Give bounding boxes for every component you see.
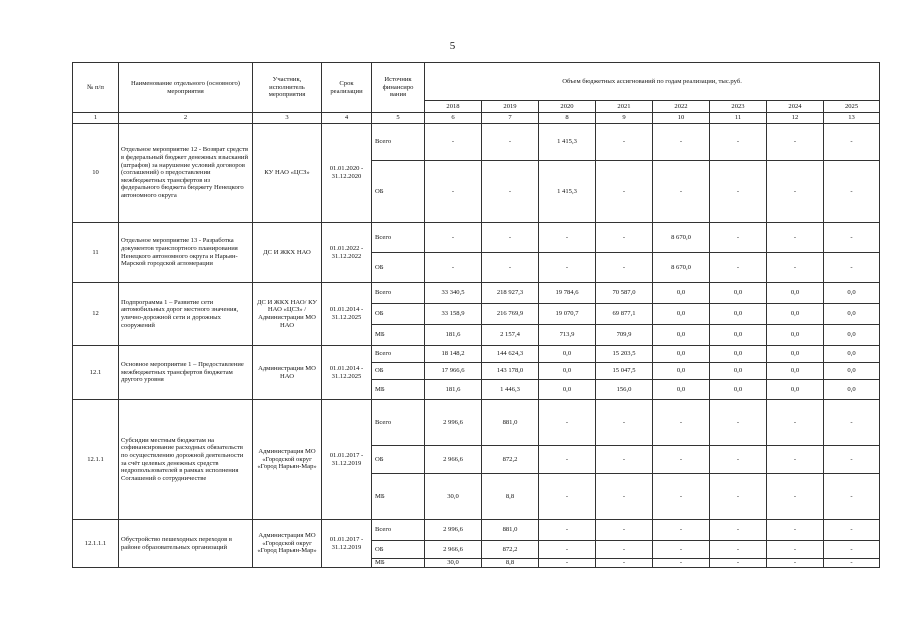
header-year: 2018 [425, 101, 482, 113]
value-cell: 0,0 [824, 363, 880, 380]
value-cell: - [824, 223, 880, 253]
value-cell: - [824, 474, 880, 520]
value-cell: 0,0 [767, 363, 824, 380]
value-cell: 0,0 [710, 325, 767, 346]
value-cell: 8 670,0 [653, 223, 710, 253]
column-number: 8 [539, 113, 596, 124]
value-cell: 8,8 [482, 559, 539, 568]
row-number: 12.1 [73, 346, 119, 400]
value-cell: 70 587,0 [596, 283, 653, 304]
value-cell: 0,0 [539, 346, 596, 363]
value-cell: 156,0 [596, 380, 653, 400]
event-name: Подпрограмма 1 – Развитие сети автомобильных дорог местного значения, улично-дорожной сети и дорожных сооружений [119, 283, 253, 346]
value-cell: - [482, 161, 539, 223]
funding-source: Всего [372, 520, 425, 541]
value-cell: 0,0 [539, 363, 596, 380]
row-number: 12.1.1.1 [73, 520, 119, 568]
header-year: 2019 [482, 101, 539, 113]
term: 01.01.2014 - 31.12.2025 [322, 346, 372, 400]
table-row [73, 400, 880, 446]
value-cell: - [596, 520, 653, 541]
funding-source: ОБ [372, 446, 425, 474]
value-cell: 2 966,6 [425, 446, 482, 474]
value-cell: - [767, 541, 824, 559]
value-cell: - [425, 161, 482, 223]
value-cell: 0,0 [824, 283, 880, 304]
table-row [73, 346, 880, 363]
value-cell: 15 047,5 [596, 363, 653, 380]
value-cell: - [767, 520, 824, 541]
value-cell: - [482, 223, 539, 253]
value-cell: - [710, 223, 767, 253]
value-cell: 19 070,7 [539, 304, 596, 325]
column-number: 13 [824, 113, 880, 124]
value-cell: 0,0 [824, 346, 880, 363]
event-name: Обустройство пешеходных переходов в районе образовательных организаций [119, 520, 253, 568]
value-cell: 218 927,3 [482, 283, 539, 304]
event-name: Отдельное мероприятие 12 - Возврат средств в федеральный бюджет денежных взысканий (штрафов) за нарушение условий договоров (соглашений) о предоставлении межбюджетных трансфертов из федерального бюджета бюджету Ненецкого автономного округа [119, 124, 253, 223]
value-cell: 709,9 [596, 325, 653, 346]
value-cell: 15 203,5 [596, 346, 653, 363]
value-cell: 8 670,0 [653, 253, 710, 283]
value-cell: 713,9 [539, 325, 596, 346]
value-cell: 143 178,0 [482, 363, 539, 380]
value-cell: 69 877,1 [596, 304, 653, 325]
value-cell: - [767, 124, 824, 161]
event-name: Основное мероприятие 1 – Предоставление межбюджетных трансфертов бюджетам другого уровня [119, 346, 253, 400]
value-cell: - [767, 161, 824, 223]
participant: КУ НАО «ЦСЗ» [253, 124, 322, 223]
value-cell: 0,0 [824, 304, 880, 325]
row-number: 12.1.1 [73, 400, 119, 520]
value-cell: 19 784,6 [539, 283, 596, 304]
value-cell: 1 446,3 [482, 380, 539, 400]
value-cell: - [767, 223, 824, 253]
value-cell: 872,2 [482, 541, 539, 559]
value-cell: - [482, 124, 539, 161]
header-num: № п/п [73, 63, 119, 113]
value-cell: 216 769,9 [482, 304, 539, 325]
table-row [73, 223, 880, 253]
funding-source: Всего [372, 124, 425, 161]
value-cell: - [539, 400, 596, 446]
value-cell: 33 158,9 [425, 304, 482, 325]
participant: Администрации МО НАО [253, 346, 322, 400]
value-cell: 144 624,3 [482, 346, 539, 363]
value-cell: 0,0 [767, 283, 824, 304]
value-cell: - [653, 400, 710, 446]
value-cell: 0,0 [767, 380, 824, 400]
header-participant: Участник, исполнитель мероприятия [253, 63, 322, 113]
value-cell: 0,0 [653, 283, 710, 304]
header-year: 2025 [824, 101, 880, 113]
table-row [73, 124, 880, 161]
event-name: Отдельное мероприятие 13 - Разработка документов транспортного планирования Ненецкого автономного округа и Нарьян-Марской городской агломерации [119, 223, 253, 283]
value-cell: - [653, 446, 710, 474]
value-cell: 30,0 [425, 559, 482, 568]
value-cell: 0,0 [710, 363, 767, 380]
value-cell: - [596, 541, 653, 559]
value-cell: 2 966,6 [425, 541, 482, 559]
value-cell: - [824, 400, 880, 446]
header-source: Источник финансиро вания [372, 63, 425, 113]
value-cell: - [596, 559, 653, 568]
column-number: 7 [482, 113, 539, 124]
value-cell: - [767, 559, 824, 568]
value-cell: - [710, 559, 767, 568]
value-cell: 872,2 [482, 446, 539, 474]
value-cell: - [824, 446, 880, 474]
funding-source: МБ [372, 559, 425, 568]
row-number: 11 [73, 223, 119, 283]
value-cell: - [539, 474, 596, 520]
header-year: 2023 [710, 101, 767, 113]
value-cell: - [767, 253, 824, 283]
term: 01.01.2020 - 31.12.2020 [322, 124, 372, 223]
value-cell: - [539, 520, 596, 541]
value-cell: - [596, 161, 653, 223]
value-cell: - [767, 446, 824, 474]
header-volume: Объем бюджетных ассигнований по годам реализации, тыс.руб. [425, 63, 880, 101]
value-cell: - [824, 253, 880, 283]
value-cell: - [710, 400, 767, 446]
column-numbers-row [73, 113, 880, 124]
value-cell: 0,0 [767, 346, 824, 363]
value-cell: - [539, 223, 596, 253]
value-cell: - [653, 124, 710, 161]
funding-source: ОБ [372, 253, 425, 283]
value-cell: - [710, 541, 767, 559]
value-cell: 2 996,6 [425, 520, 482, 541]
funding-source: ОБ [372, 161, 425, 223]
event-name: Субсидии местным бюджетам на софинансирование расходных обязательств по осуществлению дорожной деятельности за счёт целевых денежных средств недропользователей в рамках исполнения Соглашений о сотрудничестве [119, 400, 253, 520]
header-year: 2022 [653, 101, 710, 113]
funding-source: МБ [372, 380, 425, 400]
row-number: 10 [73, 124, 119, 223]
column-number: 6 [425, 113, 482, 124]
value-cell: - [596, 400, 653, 446]
value-cell: - [653, 474, 710, 520]
value-cell: 0,0 [653, 380, 710, 400]
value-cell: - [653, 520, 710, 541]
funding-source: Всего [372, 283, 425, 304]
value-cell: 0,0 [710, 283, 767, 304]
value-cell: - [824, 124, 880, 161]
column-number: 2 [119, 113, 253, 124]
value-cell: - [653, 541, 710, 559]
value-cell: 0,0 [710, 346, 767, 363]
value-cell: 881,0 [482, 520, 539, 541]
participant: ДС И ЖКХ НАО/ КУ НАО «ЦСЗ» / Администрации МО НАО [253, 283, 322, 346]
value-cell: - [539, 446, 596, 474]
value-cell: 1 415,3 [539, 161, 596, 223]
column-number: 3 [253, 113, 322, 124]
funding-source: МБ [372, 325, 425, 346]
value-cell: 1 415,3 [539, 124, 596, 161]
value-cell: 8,8 [482, 474, 539, 520]
value-cell: 0,0 [653, 346, 710, 363]
column-number: 1 [73, 113, 119, 124]
value-cell: - [824, 520, 880, 541]
value-cell: 2 157,4 [482, 325, 539, 346]
header-year: 2024 [767, 101, 824, 113]
participant: Администрация МО «Городской округ «Город Нарьян-Мар» [253, 400, 322, 520]
value-cell: - [710, 520, 767, 541]
value-cell: 33 340,5 [425, 283, 482, 304]
funding-source: Всего [372, 400, 425, 446]
value-cell: 0,0 [653, 304, 710, 325]
value-cell: 0,0 [767, 325, 824, 346]
funding-source: ОБ [372, 304, 425, 325]
value-cell: - [539, 541, 596, 559]
value-cell: - [824, 541, 880, 559]
column-number: 10 [653, 113, 710, 124]
value-cell: 0,0 [824, 325, 880, 346]
value-cell: - [710, 474, 767, 520]
budget-table [72, 62, 880, 568]
funding-source: ОБ [372, 541, 425, 559]
column-number: 5 [372, 113, 425, 124]
value-cell: - [596, 124, 653, 161]
column-number: 11 [710, 113, 767, 124]
header-year: 2021 [596, 101, 653, 113]
value-cell: - [767, 400, 824, 446]
page-number: 5 [449, 40, 456, 52]
term: 01.01.2014 - 31.12.2025 [322, 283, 372, 346]
value-cell: - [824, 161, 880, 223]
header-row [73, 63, 880, 101]
value-cell: 0,0 [653, 325, 710, 346]
value-cell: 0,0 [767, 304, 824, 325]
value-cell: 0,0 [710, 304, 767, 325]
value-cell: 181,6 [425, 380, 482, 400]
column-number: 4 [322, 113, 372, 124]
value-cell: 0,0 [710, 380, 767, 400]
value-cell: - [482, 253, 539, 283]
term: 01.01.2017 - 31.12.2019 [322, 520, 372, 568]
value-cell: - [425, 253, 482, 283]
header-name: Наименование отдельного (основного) мероприятия [119, 63, 253, 113]
header-term: Срок реализации [322, 63, 372, 113]
value-cell: 30,0 [425, 474, 482, 520]
value-cell: 181,6 [425, 325, 482, 346]
value-cell: - [824, 559, 880, 568]
value-cell: - [653, 161, 710, 223]
value-cell: - [539, 253, 596, 283]
value-cell: - [596, 253, 653, 283]
value-cell: - [596, 474, 653, 520]
funding-source: Всего [372, 223, 425, 253]
term: 01.01.2017 - 31.12.2019 [322, 400, 372, 520]
column-number: 9 [596, 113, 653, 124]
value-cell: - [539, 559, 596, 568]
value-cell: 0,0 [539, 380, 596, 400]
funding-source: МБ [372, 474, 425, 520]
value-cell: 0,0 [653, 363, 710, 380]
value-cell: - [710, 161, 767, 223]
table-row [73, 283, 880, 304]
value-cell: 2 996,6 [425, 400, 482, 446]
table-row [73, 520, 880, 541]
value-cell: - [710, 124, 767, 161]
value-cell: - [596, 446, 653, 474]
value-cell: - [425, 223, 482, 253]
term: 01.01.2022 - 31.12.2022 [322, 223, 372, 283]
participant: ДС И ЖКХ НАО [253, 223, 322, 283]
header-year: 2020 [539, 101, 596, 113]
table-body [73, 63, 880, 568]
value-cell: - [653, 559, 710, 568]
value-cell: - [425, 124, 482, 161]
participant: Администрация МО «Городской округ «Город Нарьян-Мар» [253, 520, 322, 568]
value-cell: 0,0 [824, 380, 880, 400]
funding-source: Всего [372, 346, 425, 363]
row-number: 12 [73, 283, 119, 346]
value-cell: - [596, 223, 653, 253]
value-cell: 18 148,2 [425, 346, 482, 363]
value-cell: - [710, 253, 767, 283]
value-cell: - [767, 474, 824, 520]
column-number: 12 [767, 113, 824, 124]
value-cell: 17 966,6 [425, 363, 482, 380]
value-cell: 881,0 [482, 400, 539, 446]
funding-source: ОБ [372, 363, 425, 380]
value-cell: - [710, 446, 767, 474]
